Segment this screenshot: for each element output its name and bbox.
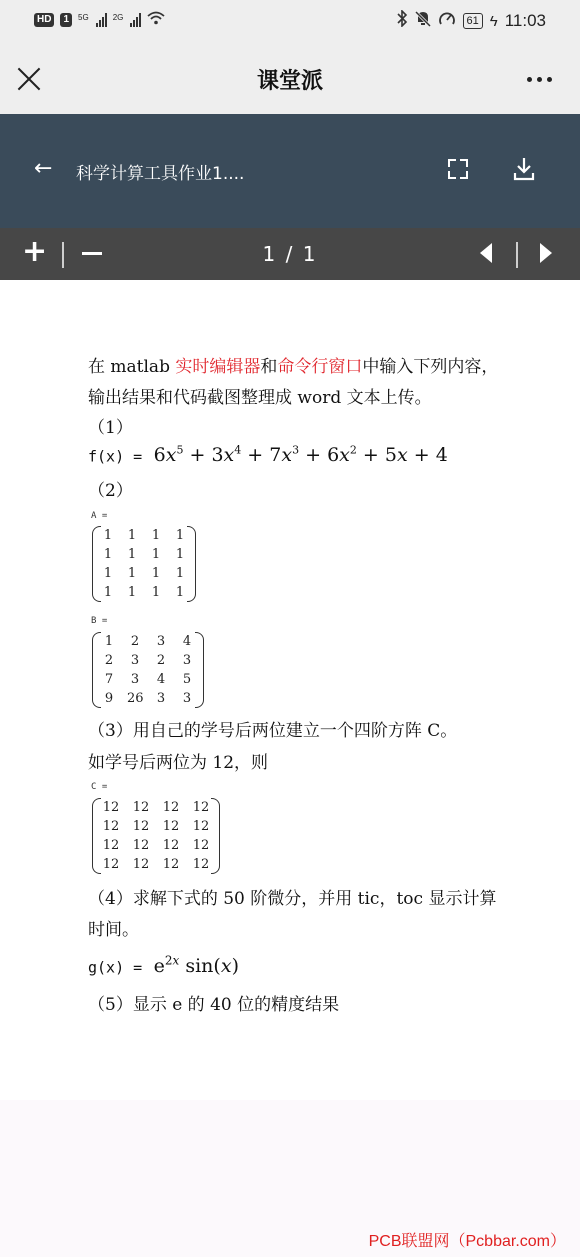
matrix-cell: 1 [103, 528, 113, 543]
document-page [0, 280, 580, 1100]
matrix-cell: 1 [103, 547, 113, 562]
matrix-cell: 3 [130, 653, 140, 668]
matrix-cell: 12 [132, 800, 150, 815]
matrix-c [92, 798, 220, 874]
matrix-cell: 12 [192, 838, 210, 853]
matrix-cell: 1 [175, 585, 185, 600]
formula-g [88, 954, 239, 977]
text-segment: 中输入下列内容， [362, 357, 499, 377]
matrix-cell: 1 [104, 634, 114, 649]
matrix-cell: 12 [192, 857, 210, 872]
matrix-cell: 4 [156, 672, 166, 687]
matrix-cell: 12 [192, 819, 210, 834]
matrix-cell: 5 [182, 672, 192, 687]
matrix-cell: 1 [127, 566, 137, 581]
clock: 11:03 [504, 11, 546, 30]
matrix-cell: 4 [182, 634, 192, 649]
item-1: （1） [88, 418, 133, 438]
signal-bars-icon-2 [130, 13, 141, 27]
matrix-cell: 3 [156, 634, 166, 649]
battery-icon: 61 [463, 13, 483, 29]
matrix-cell: 3 [182, 691, 192, 706]
matrix-cell: 3 [156, 691, 166, 706]
item-4-line-2: 时间。 [88, 920, 139, 940]
matrix-b [92, 632, 204, 708]
matrix-cell: 7 [104, 672, 114, 687]
matrix-cell: 12 [132, 857, 150, 872]
matrix-cell: 12 [162, 857, 180, 872]
matrix-cell: 9 [104, 691, 114, 706]
matrix-cell: 12 [102, 857, 120, 872]
matrix-c-label: C = [91, 782, 108, 792]
item-4: （4）求解下式的 50 阶微分，并用 tic，toc 显示计算 [88, 889, 497, 909]
document-title: 科学计算工具作业1.... [76, 164, 245, 184]
signal-bars-icon [96, 13, 107, 27]
document-bar [0, 114, 580, 228]
matrix-cell: 2 [130, 634, 140, 649]
text-segment: 在 matlab [88, 357, 176, 377]
doc-line-1 [88, 352, 498, 377]
formula-label: f(x) = [88, 447, 143, 466]
formula-f-expression: $6x^5 + 3x^4 + 7x^3 + 6x^2 + 5x + 4$ [147, 444, 448, 467]
viewer-toolbar [0, 228, 580, 280]
matrix-cell: 3 [182, 653, 192, 668]
text-segment: 和 [260, 357, 278, 377]
item-3: （3）用自己的学号后两位建立一个四阶方阵 C。 [88, 721, 458, 741]
toolbar-divider-2 [516, 242, 518, 268]
app-header [0, 44, 580, 114]
matrix-b-label: B = [91, 616, 108, 626]
system-indicators [397, 10, 546, 32]
matrix-a [92, 526, 196, 602]
network-indicators [34, 11, 165, 28]
signal-5g-icon: 5G [78, 12, 89, 22]
hd-badge: HD [34, 13, 54, 27]
matrix-cell: 12 [162, 838, 180, 853]
matrix-cell: 12 [102, 838, 120, 853]
more-options-icon[interactable] [527, 77, 552, 82]
item-3-line-2: 如学号后两位为 12，则 [88, 753, 269, 773]
doc-line-2: 输出结果和代码截图整理成 word 文本上传。 [88, 388, 432, 408]
matrix-cell: 12 [132, 819, 150, 834]
fullscreen-icon[interactable] [448, 159, 468, 179]
matrix-a-label: A = [91, 511, 108, 521]
back-arrow-icon[interactable]: ← [34, 156, 53, 181]
matrix-cell: 26 [127, 691, 144, 706]
matrix-cell: 12 [102, 800, 120, 815]
formula-f [88, 444, 448, 466]
matrix-cell: 1 [127, 585, 137, 600]
matrix-cell: 1 [151, 566, 161, 581]
item-2: （2） [88, 481, 133, 501]
download-icon[interactable] [512, 156, 536, 182]
matrix-cell: 3 [130, 672, 140, 687]
page-indicator: 1 / 1 [262, 242, 318, 266]
signal-2g-icon: 2G [112, 12, 124, 22]
matrix-cell: 1 [103, 566, 113, 581]
matrix-cell: 1 [151, 528, 161, 543]
matrix-cell: 1 [103, 585, 113, 600]
formula-label: g(x) = [88, 958, 143, 977]
prev-page-icon[interactable] [480, 243, 492, 263]
mute-bell-icon [415, 10, 431, 32]
speed-gauge-icon [438, 10, 456, 32]
matrix-cell: 2 [156, 653, 166, 668]
matrix-cell: 12 [132, 838, 150, 853]
next-page-icon[interactable] [540, 243, 552, 263]
highlight-text: 命令行窗口 [277, 357, 363, 377]
status-bar [0, 0, 580, 44]
watermark: PCB联盟网（Pcbbar.com） [368, 1233, 566, 1250]
highlight-text: 实时编辑器 [175, 357, 261, 377]
sim-badge: 1 [60, 13, 72, 27]
page-title: 课堂派 [256, 69, 323, 94]
matrix-cell: 1 [151, 585, 161, 600]
formula-g-expression: $e^{2x}$ sin(x) [147, 954, 239, 978]
matrix-cell: 1 [127, 547, 137, 562]
matrix-cell: 12 [162, 800, 180, 815]
matrix-cell: 1 [175, 528, 185, 543]
item-5: （5）显示 e 的 40 位的精度结果 [88, 995, 340, 1015]
matrix-cell: 12 [102, 819, 120, 834]
matrix-cell: 2 [104, 653, 114, 668]
zoom-in-icon[interactable]: + [22, 234, 48, 269]
wifi-icon [147, 11, 165, 28]
matrix-cell: 1 [127, 528, 137, 543]
matrix-cell: 1 [151, 547, 161, 562]
charging-icon: ϟ [489, 12, 498, 30]
bluetooth-icon [397, 10, 408, 32]
matrix-cell: 12 [192, 800, 210, 815]
matrix-cell: 1 [175, 547, 185, 562]
matrix-cell: 12 [162, 819, 180, 834]
matrix-cell: 1 [175, 566, 185, 581]
